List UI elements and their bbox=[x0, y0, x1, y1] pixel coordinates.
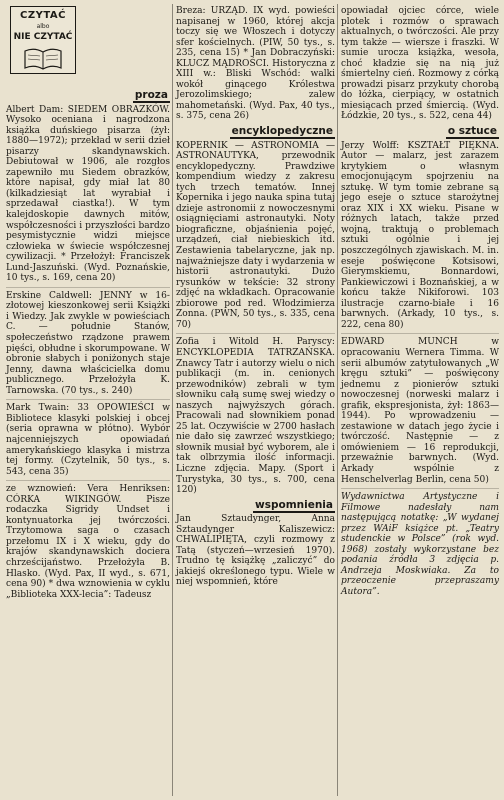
divider bbox=[6, 480, 170, 481]
logo-box bbox=[10, 6, 76, 74]
column-logo bbox=[10, 6, 80, 86]
logo-line-3: NIE CZYTAĆ bbox=[13, 32, 73, 43]
section-heading-encyklopedyczne: encyklopedyczne bbox=[231, 125, 333, 138]
divider bbox=[6, 399, 170, 400]
section-heading-wspomnienia: wspomnienia bbox=[255, 498, 333, 511]
review-sztaudynger-cont: opowiadał ojciec córce, wiele plotek i rozmów o sprawach aktualnych, o twórczości. Ale przy tym także — wiersze i fraszki. W sumie urocza książka, wesoła, choć kładzie się na nią już śmiertelny cień. Rozmowy z córką prowadzi pisarz przykuty chorobą do łóżka, cierpiący, w ostatnich miesiącach przed śmiercią. (Wyd. Łódzkie, 20 tys., s. 522, cena 44) bbox=[341, 6, 499, 122]
section-heading-proza: proza bbox=[134, 89, 168, 101]
review-twain: Mark Twain: 33 OPOWIEŚCI w Bibliotece klasyki polskiej i obcej (seria oprawna w płótno). Wybór najcenniejszych opowiadań amerykańskiego klasyka i mistrza tej formy. (Czytelnik, 50 tys., s. 543, cena 35) bbox=[6, 403, 170, 477]
column-3 bbox=[341, 6, 499, 601]
divider bbox=[6, 287, 170, 288]
section-heading-o-sztuce: o sztuce bbox=[447, 125, 497, 138]
review-henriksen: ze wznowień: Vera Henriksen: CÓRKA WIKINGÓW. Pisze rodaczka Sigridy Undset i kontynuatorka jej twórczości. Trzytomowa saga o czasach przełomu IX i X wieku, gdy do krajów skandynawskich dociera chrześcijaństwo. Przełożyła B. Hlasko. (Wyd. Pax, II wyd., s. 671, cena 90) * dwa wznowienia w cyklu „Biblioteka XXX-lecia”: Tadeusz bbox=[6, 484, 170, 600]
review-sztaudynger: Jan Sztaudynger, Anna Sztaudynger Kaliszewicz: CHWALIPIĘTA, czyli rozmowy z Tatą (styczeń—wrzesień 1970). Trudno tę książkę „zaliczyć” do jakiejś określonego typu. Wiele w niej wspomnień, które bbox=[176, 514, 335, 588]
open-book-icon bbox=[23, 45, 63, 71]
divider bbox=[341, 488, 499, 489]
review-dam: Albert Dam: SIEDEM OBRAZKÓW. Wysoko oceniana i nagrodzona książka duńskiego pisarza (żył: 1880—1972); przekład w serii dzieł pisarzy skandynawskich. Debiutował w 1906, ale rozgłos zapewniło mu Siedem obrazków, które napisał, gdy miał lat 80 (kilkadziesiąt lat wyrabiał i sprzedawał ciastka!). W tym kalejdoskopie dawnych mitów, współczesności i przyszłości bardzo pesymistycznie widzi miejsce człowieka w świecie współczesnej cywilizacji. * Przełożył: Franciszek Lund-Jaszuński. (Wyd. Poznańskie, 10 tys., s. 169, cena 20) bbox=[6, 104, 170, 284]
review-wolff: Jerzy Wolff: KSZTAŁT PIĘKNA. Autor — malarz, jest zarazem krytykiem o własnym emocjonującym spojrzeniu na sztukę. W tym tomie zebrane są jego eseje o sztuce starożytnej oraz XIX i XX wieku. Pisane w różnych latach, także przed wojną, traktują o problemach sztuki ogólnie i jej poszczególnych zjawiskach. M. in. eseje poświęcone Kotsisowi, Gierymskiemu, Bonnardowi, Pankiewiczowi i Boznańskiej, a w końcu także Nikiforowi. 103 ilustracje czarno-białe i 16 barwnych. (Arkady, 10 tys., s. 222, cena 80) bbox=[341, 140, 499, 330]
column-1 bbox=[6, 6, 170, 603]
logo-line-1: CZYTAĆ bbox=[20, 10, 66, 21]
divider bbox=[176, 333, 335, 334]
review-caldwell: Erskine Caldwell: JENNY w 16-złotowej kieszonkowej serii Książki i Wiedzy. Jak zwykle w powieściach C. — południe Stanów, społeczeństwo rządzone prawem pięści, obłudne i skorumpowane. W obronie słabych i poniżonych staje Jenny, dawna właścicielka domu publicznego. Przełożyła K. Tarnowska. (70 tys., s. 240) bbox=[6, 290, 170, 396]
divider bbox=[341, 333, 499, 334]
review-breza: Breza: URZĄD. IX wyd. powieści napisanej w 1960, której akcja toczy się we Włoszech i dotyczy sfer kościelnych. (PIW, 50 tys., s. 235, cena 15) * Jan Dobraczyński: KLUCZ MĄDROŚCI. Historyczna z XIII w.: Bliski Wschód: walki wokół ginącego Królestwa Jerozolimskiego; zalew mahometański. (Wyd. Pax, 40 tys., s. 375, cena 26) bbox=[176, 6, 335, 122]
column-2 bbox=[176, 6, 335, 591]
review-kopernik: KOPERNIK — ASTRONOMIA — ASTRONAUTYKA, przewodnik encyklopedyczny. Prawdziwe kompendium wiedzy z zakresu tych trzech tematów. Innej Kopernika i jego nauka spina tutaj dzieje astronomii z nowoczesnymi osiągnięciami astronautyki. Noty biograficzne, objaśnienia pojęć, urządzeń, ciał niebieskich itd. Zestawienia tabelaryczne, jak np. najważniejsze daty i wydarzenia w historii astronautyki. Dużo rysunków w tekście: 32 strony zdjęć na wkładkach. Opracowanie zbiorowe pod red. Włodzimierza Zonna. (PWN, 50 tys., s. 335, cena 70) bbox=[176, 140, 335, 330]
publisher-note: Wydawnictwa Artystyczne i Filmowe nadesłały nam następującą notatkę: „W wydanej przez WAiF książce pt. „Teatry studenckie w Polsce” (rok wyd. 1968) zostały wykorzystane bez podania źródła 3 zdjęcia p. Andrzeja Moskwiaka. Za to przeoczenie przepraszamy Autora”. bbox=[341, 492, 499, 597]
column-divider bbox=[337, 4, 338, 796]
logo-line-2: albo bbox=[36, 22, 50, 30]
column-divider bbox=[172, 4, 173, 796]
review-munch: EDWARD MUNCH w opracowaniu Wernera Timma. W serii albumów zatytułowanych „W kręgu sztuki” — poświęcony jednemu z pionierów sztuki nowoczesnej (norweski malarz i grafik, ekspresjonista, żył: 1863—1944). Po wprowadzeniu — zestawione w datach jego życie i twórczość. Następnie — z omówieniem — 16 reprodukcji, przeważnie barwnych. (Wyd. Arkady wspólnie z Henschelverlag Berlin, cena 50) bbox=[341, 337, 499, 485]
review-paryscy: Zofia i Witold H. Paryscy: ENCYKLOPEDIA TATRZAŃSKA. Znawcy Tatr i autorzy wielu o nich publikacji (m. in. cenionych przewodników) zebrali w tym słowniku całą sumę swej wiedzy o naszych najwyższych górach. Pracowali nad słownikiem ponad 25 lat. Oczywiście w 2700 hasłach nie dało się zawrzeć wszystkiego; słownik musiał być wyborem, ale i tak olbrzymia ilość informacji. Liczne zdjęcia. Mapy. (Sport i Turystyka, 30 tys., s. 700, cena 120) bbox=[176, 337, 335, 496]
